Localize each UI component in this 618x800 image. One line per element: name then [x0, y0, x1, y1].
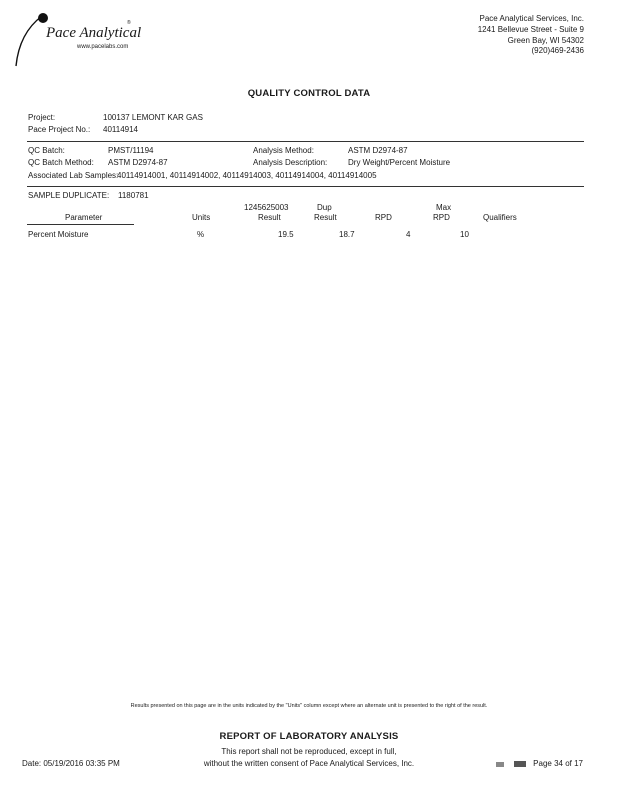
- logo-url: www.pacelabs.com: [77, 44, 129, 50]
- header-max-rpd: RPD: [433, 213, 450, 222]
- header-underline: [27, 224, 134, 225]
- header-sample-id: 1245625003: [244, 203, 289, 212]
- analysis-method-value: ASTM D2974-87: [348, 146, 408, 155]
- analysis-method-label: Analysis Method:: [253, 146, 314, 155]
- assoc-samples-label: Associated Lab Samples:: [28, 171, 119, 180]
- qc-method-value: ASTM D2974-87: [108, 158, 168, 167]
- report-date: Date: 05/19/2016 03:35 PM: [22, 759, 120, 768]
- qc-method-label: QC Batch Method:: [28, 158, 94, 167]
- logo-text: Pace Analytical: [46, 25, 142, 41]
- cell-parameter: Percent Moisture: [28, 230, 89, 239]
- header-dup-result: Result: [314, 213, 337, 222]
- lab-city: Green Bay, WI 54302: [507, 36, 584, 45]
- analysis-desc-label: Analysis Description:: [253, 158, 328, 167]
- cell-units: %: [197, 230, 205, 239]
- sample-duplicate-label: SAMPLE DUPLICATE:: [28, 191, 110, 200]
- qc-batch-value: PMST/11194: [108, 146, 154, 155]
- header-parameter: Parameter: [65, 213, 103, 222]
- page-number: Page 34 of 17: [533, 759, 583, 768]
- header-rpd: RPD: [375, 213, 392, 222]
- project-label: Project:: [28, 113, 56, 122]
- qc-batch-label: QC Batch:: [28, 146, 65, 155]
- header-qualifiers: Qualifiers: [483, 213, 517, 222]
- header-result: Result: [258, 213, 281, 222]
- analysis-desc-value: Dry Weight/Percent Moisture: [348, 158, 451, 167]
- cell-rpd: 4: [406, 230, 411, 239]
- report-title: REPORT OF LABORATORY ANALYSIS: [219, 731, 399, 742]
- logo-trademark: ®: [127, 20, 131, 26]
- initials-mark-icon: [496, 762, 504, 767]
- project-value: 100137 LEMONT KAR GAS: [103, 113, 203, 122]
- reproduce-line-2: without the written consent of Pace Analytical Services, Inc.: [203, 759, 415, 768]
- header-dup: Dup: [317, 203, 332, 212]
- assoc-samples-value: 40114914001, 40114914002, 40114914003, 40114914004, 40114914005: [117, 171, 377, 180]
- pace-project-label: Pace Project No.:: [28, 125, 91, 134]
- reproduce-line-1: This report shall not be reproduced, except in full,: [221, 747, 397, 756]
- pace-project-value: 40114914: [103, 125, 138, 134]
- results-note: Results presented on this page are in the units indicated by the "Units" column except where an alternate unit is presented to the right of the result.: [130, 703, 488, 709]
- header-max: Max: [436, 203, 452, 212]
- cell-max-rpd: 10: [460, 230, 469, 239]
- header-units: Units: [192, 213, 211, 222]
- cell-result: 19.5: [278, 230, 294, 239]
- lab-phone: (920)469-2436: [531, 46, 584, 55]
- stamp-mark-icon: [514, 761, 526, 767]
- lab-street: 1241 Bellevue Street - Suite 9: [477, 25, 584, 34]
- sample-duplicate-value: 1180781: [118, 191, 149, 200]
- lab-name: Pace Analytical Services, Inc.: [479, 14, 584, 23]
- cell-dup-result: 18.7: [339, 230, 355, 239]
- page-title: QUALITY CONTROL DATA: [247, 88, 371, 99]
- divider: [27, 186, 584, 187]
- divider: [27, 141, 584, 142]
